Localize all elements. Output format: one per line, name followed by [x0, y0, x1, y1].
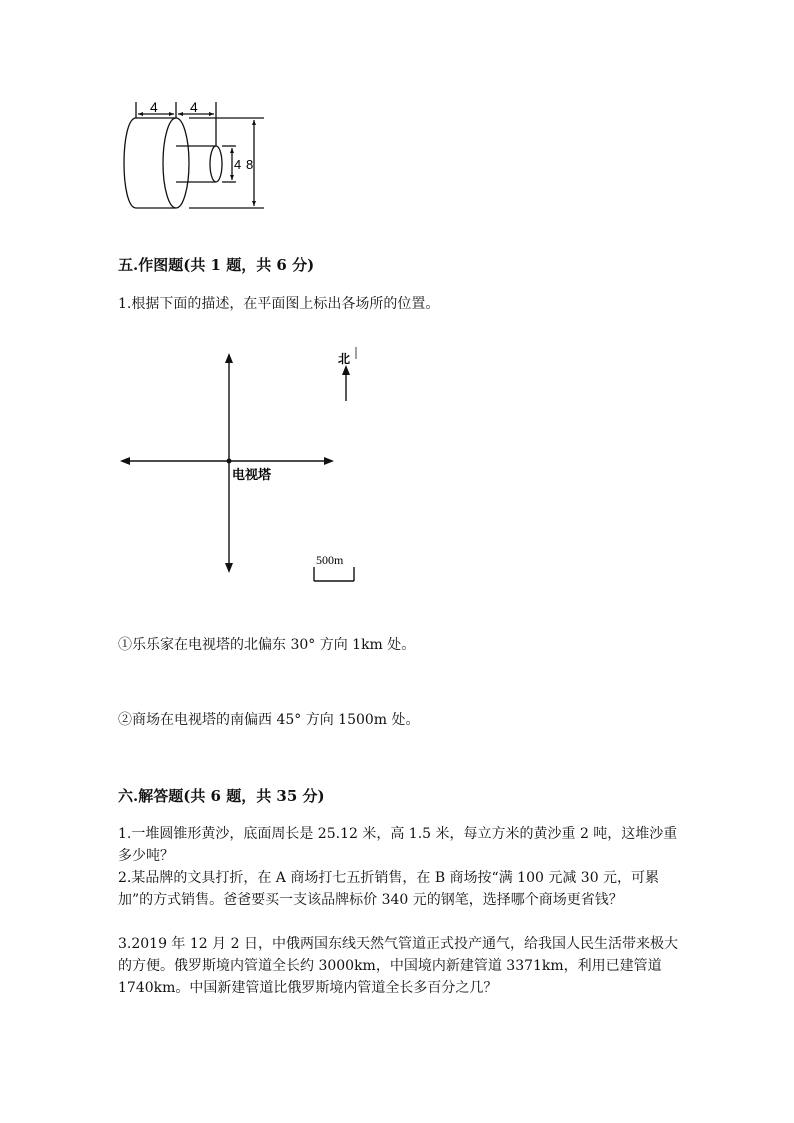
arrow-up-icon: [225, 353, 233, 363]
dim-right-label: 4: [190, 99, 198, 115]
arrow-left-icon: [120, 457, 130, 465]
north-arrow-icon: [342, 365, 350, 375]
section5-title: 五.作图题(共 1 题，共 6 分): [118, 256, 315, 274]
dim-left-label: 4: [150, 99, 158, 115]
tv-tower-label: 电视塔: [232, 468, 272, 483]
section5-item-2: ②商场在电视塔的南偏西 45° 方向 1500m 处。: [118, 712, 420, 728]
section5-question-1: 1.根据下面的描述，在平面图上标出各场所的位置。: [118, 296, 440, 312]
north-label: 北: [338, 352, 351, 366]
arrow-down-icon: [225, 563, 233, 573]
scale-label: 500m: [316, 553, 344, 567]
section5-item-1: ①乐乐家在电视塔的北偏东 30° 方向 1km 处。: [118, 637, 416, 653]
section6-question-3: 3.2019 年 12 月 2 日，中俄两国东线天然气管道正式投产通气，给我国人民生活带来极大的方便。俄罗斯境内管道全长约 3000km，中国境内新建管道 3371km，利用已建管道 1740km。中国新建管道比俄罗斯境内管道全长多百分之几？: [118, 936, 678, 996]
dim-inner-label: 4: [234, 157, 242, 172]
cylinder-figure: [118, 96, 278, 216]
arrow-right-icon: [324, 457, 334, 465]
map-figure: [112, 335, 372, 595]
section6-question-2: 2.某品牌的文具打折，在 A 商场打七五折销售，在 B 商场按“满 100 元减 30 元，可累加”的方式销售。爸爸要买一支该品牌标价 340 元的钢笔，选择哪个商场更省钱？: [118, 870, 660, 908]
dim-outer-label: 8: [246, 157, 254, 172]
section6-title: 六.解答题(共 6 题，共 35 分): [118, 787, 325, 805]
section6-question-1: 1.一堆圆锥形黄沙，底面周长是 25.12 米，高 1.5 米，每立方米的黄沙重 2 吨，这堆沙重多少吨？: [118, 826, 678, 864]
center-point: [227, 459, 232, 464]
